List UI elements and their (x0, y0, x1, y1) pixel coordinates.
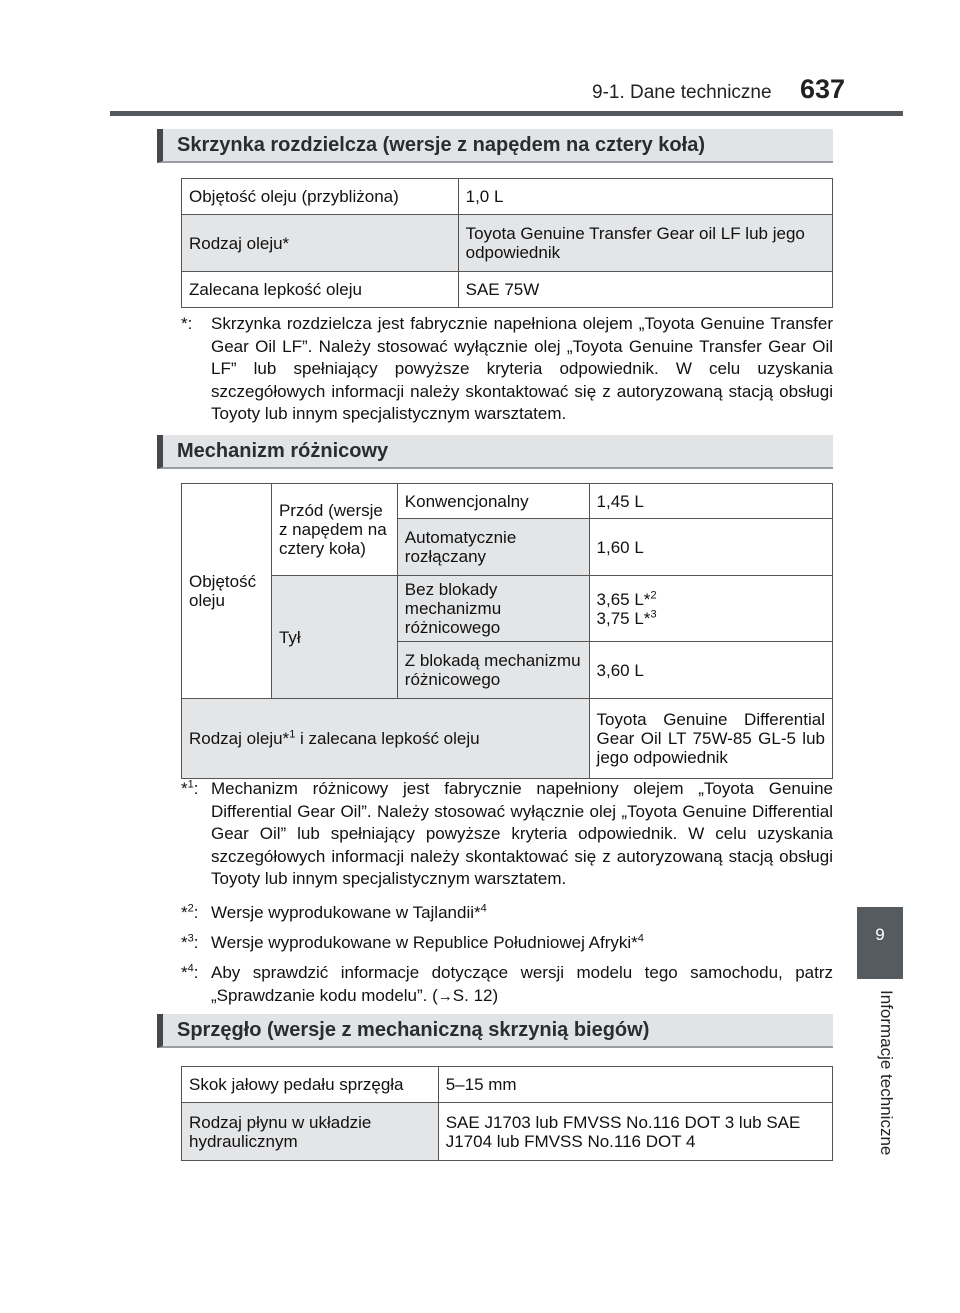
footnote-transfer (181, 313, 833, 426)
footnote-diff-1 (181, 778, 833, 891)
chapter-tab (857, 907, 903, 979)
row-value: 5–15 mm (438, 1067, 832, 1103)
row-label: Rodzaj oleju* (182, 215, 459, 272)
chapter-tab-label: Informacje techniczne (877, 990, 896, 1156)
row-value (589, 576, 832, 642)
value-b: 3,75 L* (596, 608, 651, 628)
value-a: 3,65 L* (596, 589, 651, 609)
oil-type-label: Rodzaj oleju*$^1$ i zalecana lepkość oleju (182, 699, 590, 779)
footnote-marker: *$^4$: (181, 962, 199, 982)
clutch-spec-table (181, 1066, 833, 1161)
page-header (0, 0, 960, 120)
front-label: Przód (wersje z napędem na cztery koła) (271, 484, 397, 576)
row-value: SAE 75W (458, 272, 832, 308)
footnote-marker: *: (181, 314, 193, 333)
footnote-marker: *$^2$: (181, 902, 199, 922)
table-row (182, 1067, 833, 1103)
footnote-text: Mechanizm różnicowy jest fabrycznie napełniony olejem „Toyota Genuine Differential Gear Oil”. Należy stosować wyłącznie olej „Toyota Genuine Differential Gear Oil” lub spełniający powyższe kryteria odpowiednik. W celu uzyskania szczegółowych informacji należy skontaktować się z autoryzowaną stacją obsługi Toyoty lub innym specjalistycznym warsztatem. (211, 779, 833, 889)
row-label: Objętość oleju (przybliżona) (182, 179, 459, 215)
table-row (182, 179, 833, 215)
row-value: 1,45 L (589, 484, 832, 519)
rear-label: Tył (271, 576, 397, 699)
row-value: Toyota Genuine Transfer Gear oil LF lub jego odpowiednik (458, 215, 832, 272)
section-title-clutch: Sprzęgło (wersje z mechaniczną skrzynią biegów) (157, 1014, 833, 1048)
table-row (182, 215, 833, 272)
row-value: 1,60 L (589, 519, 832, 576)
row-value: SAE J1703 lub FMVSS No.116 DOT 3 lub SAE J1704 lub FMVSS No.116 DOT 4 (438, 1103, 832, 1161)
footnote-text: Wersje wyprodukowane w Tajlandii*$^4$ (211, 902, 487, 922)
differential-spec-table (181, 483, 833, 779)
chapter-title: 9-1. Dane techniczne (592, 82, 772, 103)
row-value: 3,60 L (589, 642, 832, 699)
row-label: Rodzaj płynu w układzie hydraulicznym (182, 1103, 439, 1161)
row-label: Zalecana lepkość oleju (182, 272, 459, 308)
footnote-diff-2 (181, 902, 833, 925)
footnote-diff-4 (181, 962, 833, 1008)
value-b-sup: 3 (650, 607, 657, 620)
row-type: Bez blokady mechanizmu różnicowego (397, 576, 589, 642)
footnote-text: Aby sprawdzić informacje dotyczące wersji modelu tego samochodu, patrz „Sprawdzanie kodu modelu”. (→S. 12) (211, 963, 833, 1005)
footnote-marker: *$^1$: (181, 778, 199, 798)
transfer-spec-table (181, 178, 833, 308)
table-row (182, 699, 833, 779)
arrow-icon: → (437, 987, 453, 1005)
chapter-tab-number: 9 (875, 925, 885, 944)
section-title-differential: Mechanizm różnicowy (157, 435, 833, 469)
footnote-marker: *$^3$: (181, 932, 199, 952)
oil-type-value: Toyota Genuine Differential Gear Oil LT 75W-85 GL-5 lub jego odpowiednik (589, 699, 832, 779)
table-row (182, 576, 833, 642)
table-row (182, 1103, 833, 1161)
table-row (182, 484, 833, 519)
footnote-text: Wersje wyprodukowane w Republice Południowej Afryki*$^4$ (211, 932, 644, 952)
row-value: 1,0 L (458, 179, 832, 215)
value-a-sup: 2 (650, 588, 657, 601)
footnote-diff-3 (181, 932, 833, 955)
row-type: Automatycznie rozłączany (397, 519, 589, 576)
table-row (182, 272, 833, 308)
header-rule (110, 111, 903, 116)
section-title-transfer: Skrzynka rozdzielcza (wersje z napędem na cztery koła) (157, 129, 833, 163)
footnote-text: Skrzynka rozdzielcza jest fabrycznie napełniona olejem „Toyota Genuine Transfer Gear Oil LF”. Należy stosować wyłącznie olej „Toyota Genuine Transfer Gear Oil LF” lub spełniający powyższe kryteria odpowiednik. W celu uzyskania szczegółowych informacji należy skontaktować się z autoryzowaną stacją obsługi Toyoty lub innym specjalistycznym warsztatem. (211, 314, 833, 424)
row-type: Z blokadą mechanizmu różnicowego (397, 642, 589, 699)
row-label: Skok jałowy pedału sprzęgła (182, 1067, 439, 1103)
page-number: 637 (800, 74, 846, 104)
row-type: Konwencjonalny (397, 484, 589, 519)
capacity-label: Objętość oleju (182, 484, 272, 699)
